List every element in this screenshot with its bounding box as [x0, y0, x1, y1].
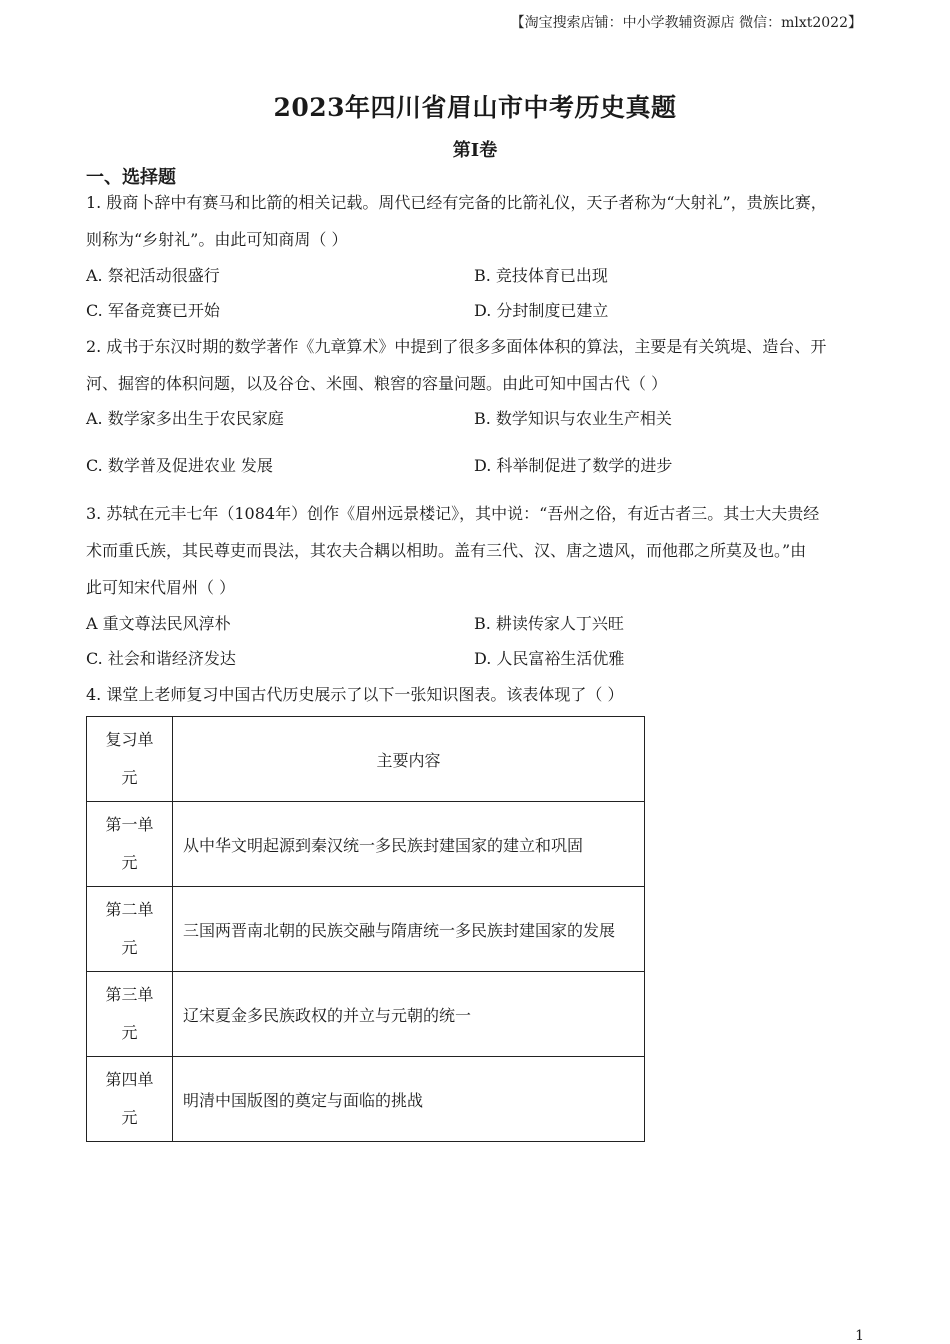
table-row: [87, 887, 645, 972]
question-3-option-c: C. 社会和谐经济发达: [86, 649, 236, 668]
table-cell-unit-line-1: 第二单: [105, 900, 154, 919]
question-2-option-b: B. 数学知识与农业生产相关: [474, 409, 672, 428]
question-2-line-1: 2. 成书于东汉时期的数学著作《九章算术》中提到了很多多面体体积的算法，主要是有关筑堤、造台、开: [86, 337, 827, 356]
table-cell-unit: [87, 1057, 173, 1142]
table-cell-content: 明清中国版图的奠定与面临的挑战: [173, 1057, 645, 1142]
question-2-option-a: A. 数学家多出生于农民家庭: [86, 409, 284, 428]
table-row: [87, 972, 645, 1057]
question-3-option-a: A 重文尊法民风淳朴: [86, 614, 231, 633]
question-3-option-d: D. 人民富裕生活优雅: [474, 649, 625, 668]
table-cell-content: 从中华文明起源到秦汉统一多民族封建国家的建立和巩固: [173, 802, 645, 887]
question-2-option-c: C. 数学普及促进农业 发展: [86, 456, 273, 475]
question-3-line-1: 3. 苏轼在元丰七年（1084年）创作《眉州远景楼记》，其中说：“吾州之俗，有近古者三。其士大夫贵经: [86, 504, 820, 523]
table-cell-unit-line-1: 第四单: [105, 1070, 154, 1089]
table-cell-unit-line-2: 元: [121, 1023, 138, 1042]
table-cell-unit-line-2: 元: [121, 853, 138, 872]
table-cell-unit: [87, 972, 173, 1057]
question-1-option-a: A. 祭祀活动很盛行: [86, 266, 220, 285]
question-2-line-2: 河、掘窖的体积问题，以及谷仓、米囤、粮窖的容量问题。由此可知中国古代（ ）: [86, 374, 668, 393]
question-3-line-3: 此可知宋代眉州（ ）: [86, 578, 236, 597]
table-header-unit-line-1: 复习单: [105, 730, 154, 749]
table-cell-unit-line-2: 元: [121, 1108, 138, 1127]
table-cell-content: 辽宋夏金多民族政权的并立与元朝的统一: [173, 972, 645, 1057]
question-1-option-d: D. 分封制度已建立: [474, 301, 609, 320]
volume-subtitle: 第I卷: [452, 140, 498, 161]
table-header-unit-line-2: 元: [121, 768, 138, 787]
table-header-row: [87, 717, 645, 802]
page-number: 1: [855, 1328, 864, 1344]
table-cell-content: 三国两晋南北朝的民族交融与隋唐统一多民族封建国家的发展: [173, 887, 645, 972]
knowledge-table: [86, 716, 645, 1142]
question-3-option-b: B. 耕读传家人丁兴旺: [474, 614, 624, 633]
question-1-line-1: 1. 殷商卜辞中有赛马和比箭的相关记载。周代已经有完备的比箭礼仪，天子者称为“大射礼”，贵族比赛，: [86, 193, 827, 212]
section-heading: 一、选择题: [86, 167, 176, 188]
question-3-line-2: 术而重氏族，其民尊吏而畏法，其农夫合耦以相助。盖有三代、汉、唐之遗风，而他郡之所莫及也。”由: [86, 541, 807, 560]
header-note: 【淘宝搜索店铺：中小学教辅资源店 微信：mlxt2022】: [510, 15, 862, 31]
table-cell-unit: [87, 802, 173, 887]
table-row: [87, 1057, 645, 1142]
question-2-option-d: D. 科举制促进了数学的进步: [474, 456, 673, 475]
table-header-unit: [87, 717, 173, 802]
question-1-line-2: 则称为“乡射礼”。由此可知商周（ ）: [86, 230, 348, 249]
table-cell-unit: [87, 887, 173, 972]
table-cell-unit-line-1: 第三单: [105, 985, 154, 1004]
question-1-option-b: B. 竞技体育已出现: [474, 266, 608, 285]
table-row: [87, 802, 645, 887]
question-1-option-c: C. 军备竞赛已开始: [86, 301, 220, 320]
table-cell-unit-line-2: 元: [121, 938, 138, 957]
table-cell-unit-line-1: 第一单: [105, 815, 154, 834]
question-4-line-1: 4. 课堂上老师复习中国古代历史展示了以下一张知识图表。该表体现了（ ）: [86, 685, 624, 704]
page-title: 2023年四川省眉山市中考历史真题: [273, 93, 677, 122]
table-header-content: 主要内容: [173, 717, 645, 802]
